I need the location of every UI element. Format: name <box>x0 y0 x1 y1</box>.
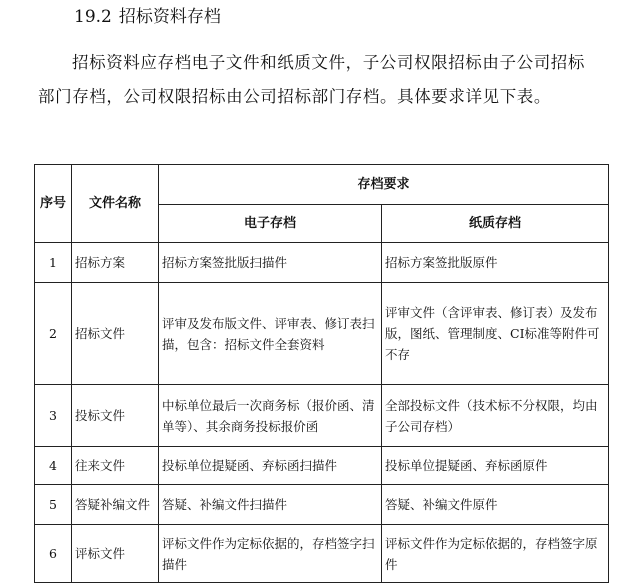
row-name: 答疑补编文件 <box>72 485 159 525</box>
row-index: 3 <box>35 385 72 447</box>
row-index: 4 <box>35 447 72 485</box>
header-paper: 纸质存档 <box>382 205 609 243</box>
row-electronic: 中标单位最后一次商务标（报价函、清单等）、其余商务投标报价函 <box>159 385 382 447</box>
header-name: 文件名称 <box>72 165 159 243</box>
section-heading <box>74 6 221 28</box>
row-name: 招标方案 <box>72 243 159 283</box>
body-paragraph: 招标资料应存档电子文件和纸质文件，子公司权限招标由子公司招标部门存档，公司权限招标由公司招标部门存档。具体要求详见下表。 <box>38 53 585 106</box>
row-electronic: 评审及发布版文件、评审表、修订表扫描，包含：招标文件全套资料 <box>159 283 382 385</box>
row-paper: 全部投标文件（技术标不分权限，均由子公司存档） <box>382 385 609 447</box>
table-row <box>35 525 609 583</box>
row-electronic: 答疑、补编文件扫描件 <box>159 485 382 525</box>
row-index: 2 <box>35 283 72 385</box>
row-name: 往来文件 <box>72 447 159 485</box>
section-title: 招标资料存档 <box>118 7 221 27</box>
table-row <box>35 447 609 485</box>
section-number: 19.2 <box>74 7 112 27</box>
row-paper: 评标文件作为定标依据的，存档签字原件 <box>382 525 609 583</box>
row-electronic: 投标单位提疑函、弃标函扫描件 <box>159 447 382 485</box>
table-row <box>35 485 609 525</box>
row-paper: 答疑、补编文件原件 <box>382 485 609 525</box>
row-name: 投标文件 <box>72 385 159 447</box>
row-name: 招标文件 <box>72 283 159 385</box>
table-row <box>35 283 609 385</box>
row-paper: 评审文件（含评审表、修订表）及发布版，图纸、管理制度、CI标准等附件可不存 <box>382 283 609 385</box>
header-requirement: 存档要求 <box>159 165 609 205</box>
table-row <box>35 385 609 447</box>
archive-requirements-table <box>34 164 609 583</box>
row-paper: 招标方案签批版原件 <box>382 243 609 283</box>
row-electronic: 评标文件作为定标依据的，存档签字扫描件 <box>159 525 382 583</box>
row-index: 5 <box>35 485 72 525</box>
row-index: 1 <box>35 243 72 283</box>
row-electronic: 招标方案签批版扫描件 <box>159 243 382 283</box>
header-index: 序号 <box>35 165 72 243</box>
row-paper: 投标单位提疑函、弃标函原件 <box>382 447 609 485</box>
row-index: 6 <box>35 525 72 583</box>
table-row <box>35 243 609 283</box>
row-name: 评标文件 <box>72 525 159 583</box>
header-electronic: 电子存档 <box>159 205 382 243</box>
